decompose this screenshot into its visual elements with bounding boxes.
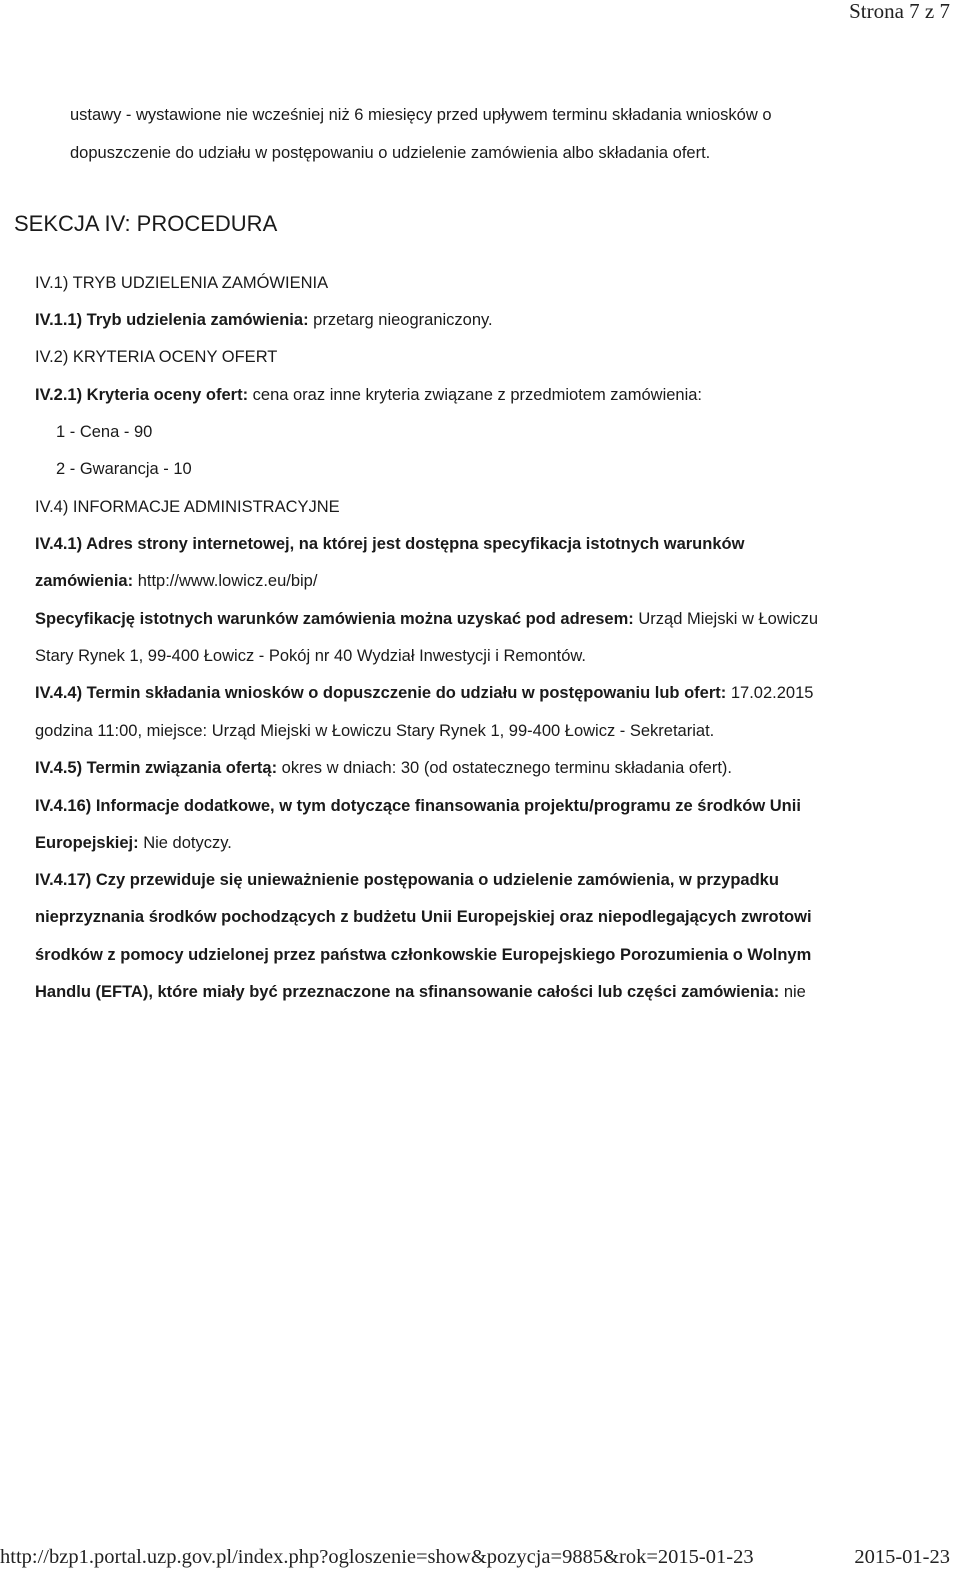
footer-url: http://bzp1.portal.uzp.gov.pl/index.php?ogloszenie=show&pozycja=9885&rok=2015-01-23 [0, 1546, 754, 1568]
intro-line-1: ustawy - wystawione nie wcześniej niż 6 miesięcy przed upływem terminu składania wniosków o [70, 106, 772, 124]
iv4-17-line-3: środków z pomocy udzielonej przez państwa członkowskie Europejskiego Porozumienia o Wolnym [35, 946, 812, 964]
iv4-17-line-2: nieprzyznania środków pochodzących z budżetu Unii Europejskiej oraz niepodlegających zwrotowi [35, 908, 812, 926]
iv4-5-label: IV.4.5) Termin związania ofertą: [35, 759, 278, 777]
spec-value-2: Stary Rynek 1, 99-400 Łowicz - Pokój nr 40 Wydział Inwestycji i Remontów. [35, 647, 586, 665]
iv4-heading: IV.4) INFORMACJE ADMINISTRACYJNE [35, 498, 340, 516]
iv4-17-line-4 [35, 982, 806, 1002]
iv4-4-label: IV.4.4) Termin składania wniosków o dopuszczenie do udziału w postępowaniu lub ofert: [35, 684, 727, 702]
iv4-4-line-1 [35, 683, 813, 703]
criterion-1: 1 - Cena - 90 [56, 423, 153, 441]
iv4-16-label-line-1: IV.4.16) Informacje dodatkowe, w tym dotyczące finansowania projektu/programu ze środków Unii [35, 797, 801, 815]
iv2-1-value: cena oraz inne kryteria związane z przedmiotem zamówienia: [248, 386, 703, 404]
iv4-17-line-1: IV.4.17) Czy przewiduje się unieważnienie postępowania o udzielenie zamówienia, w przypadku [35, 871, 779, 889]
intro-line-2: dopuszczenie do udziału w postępowaniu o udzielenie zamówienia albo składania ofert. [70, 144, 711, 162]
page-number: Strona 7 z 7 [849, 0, 950, 23]
iv2-1-label: IV.2.1) Kryteria oceny ofert: [35, 386, 249, 404]
iv4-17-label-line-4: Handlu (EFTA), które miały być przeznaczone na sfinansowanie całości lub części zamówienia: [35, 983, 780, 1001]
iv4-1-url: http://www.lowicz.eu/bip/ [133, 572, 318, 590]
spec-line-1 [35, 609, 818, 629]
spec-value-1: Urząd Miejski w Łowiczu [633, 610, 819, 628]
iv4-5-value: okres w dniach: 30 (od ostatecznego terminu składania ofert). [277, 759, 732, 777]
iv4-16-line-2 [35, 833, 232, 853]
iv1-heading: IV.1) TRYB UDZIELENIA ZAMÓWIENIA [35, 274, 329, 292]
criterion-2: 2 - Gwarancja - 10 [56, 460, 192, 478]
iv4-4-value-1: 17.02.2015 [726, 684, 814, 702]
iv4-16-label-line-2: Europejskiej: [35, 834, 139, 852]
iv4-5-line [35, 758, 732, 778]
iv4-1-line-2 [35, 571, 317, 591]
iv4-16-value: Nie dotyczy. [138, 834, 232, 852]
iv2-1-line [35, 385, 702, 405]
iv4-1-label-line-1: IV.4.1) Adres strony internetowej, na której jest dostępna specyfikacja istotnych warunków [35, 535, 745, 553]
spec-label: Specyfikację istotnych warunków zamówienia można uzyskać pod adresem: [35, 610, 634, 628]
iv1-1-line [35, 310, 493, 330]
section-title: SEKCJA IV: PROCEDURA [14, 211, 278, 236]
iv4-17-value: nie [779, 983, 806, 1001]
iv1-1-label: IV.1.1) Tryb udzielenia zamówienia: [35, 311, 309, 329]
iv4-1-label-line-2: zamówienia: [35, 572, 134, 590]
iv1-1-value: przetarg nieograniczony. [308, 311, 493, 329]
iv2-heading: IV.2) KRYTERIA OCENY OFERT [35, 348, 278, 366]
footer-date: 2015-01-23 [854, 1546, 950, 1568]
iv4-4-value-2: godzina 11:00, miejsce: Urząd Miejski w Łowiczu Stary Rynek 1, 99-400 Łowicz - Sekretariat. [35, 722, 715, 740]
